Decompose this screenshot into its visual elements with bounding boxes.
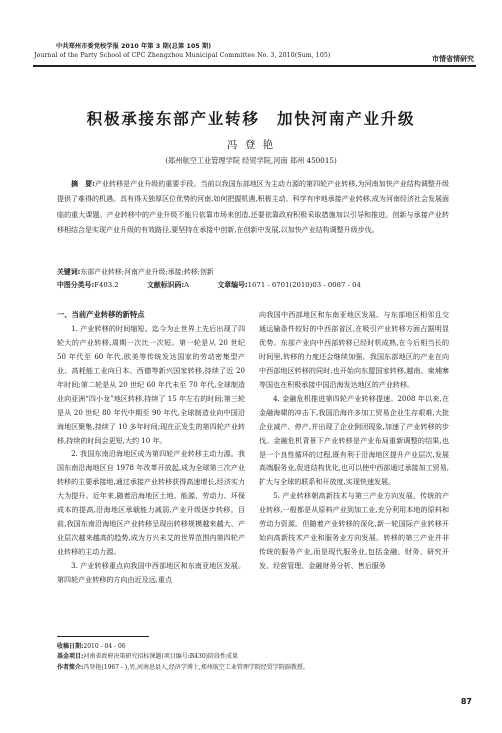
doc-code-value: A bbox=[184, 281, 190, 289]
author-bio-label: 作者简介: bbox=[57, 663, 84, 671]
page-number: 87 bbox=[460, 697, 472, 706]
received-label: 收稿日期: bbox=[57, 643, 84, 650]
article-no-value: 1671 - 6701(2010)03 - 0087 - 04 bbox=[247, 281, 361, 289]
author-affiliation: (郑州航空工业管理学院 经贸学院,河南 郑州 450015) bbox=[165, 156, 337, 165]
doc-code-label: 文献标识码: bbox=[146, 281, 185, 289]
footnote-rule bbox=[57, 636, 149, 637]
keywords-label: 关键词: bbox=[57, 268, 81, 276]
header-rule bbox=[33, 65, 476, 67]
author-bio-value: 冯登艳(1967 - ),男,河南息县人,经济学博士,郑州航空工业管理学院经贸学院副教授。 bbox=[83, 663, 309, 671]
paragraph: 5. 产业转移朝高新技术与第三产业方向发展。传统的产业转移,一般都是从原料产业到加工业,充分利用本地的原料和劳动力资源。但随着产业转移的深化,新一轮国际产业转移开始向高新技术产业和服务业方向发展。转移的第三产业并非传统的服务产业,而是现代服务业,包括金融、财务、研究开发、经营管理、金融财务分析、售后服务 bbox=[259, 491, 449, 571]
abstract-text: 产业转移是产业升级的重要手段。当前以我国东部地区为主动力源的第四轮产业转移,为河南加快产业结构调整升级提供了难得的机遇。具有得天独厚区位优势的河南,如何把握机遇,积极主动、科学有序地承接产业转移,成为河南经济社会发展面临的重大课题。产业转移中的产业升级不能只依靠市场来创造,还要依靠政府积极采取措施加以引导和推进。创新与承接产业转移相结合是实现产业升级的有效路径,要坚持在承接中创新,在创新中发展,以加快产业结构调整升级步伐。 bbox=[57, 180, 449, 234]
clc-group bbox=[57, 281, 119, 289]
clc-label: 中图分类号: bbox=[57, 281, 95, 289]
article-title: 积极承接东部产业转移 加快河南产业升级 bbox=[86, 110, 416, 128]
fund-info bbox=[57, 652, 452, 662]
classification-line bbox=[57, 281, 449, 290]
section-label: 市情省情研究 bbox=[432, 55, 474, 63]
body-right-column bbox=[259, 308, 449, 573]
paragraph: 2. 我国东南沿海地区成为第四轮产业转移主动力源。我国东南沿海地区自 1978 年改革开放起,成为全球第三次产业转移的主要承接地,通过承接产业转移获得高速增长,经济实力大为提升。近年来,随着沿海地区土地、能源、劳动力、环保成本的提高,沿海地区承载能力减弱,产业升级逐步转移。目前,我国东南沿海地区产业转移呈现出转移规模越来越大、产业层次越来越高的趋势,成为方兴未艾的世界范围内第四轮产业转移的主动力源。 bbox=[57, 449, 245, 557]
paragraph: 3. 产业转移重点向我国中西部地区和东南亚地区发展。第四轮产业转移的方向由近及远,重点 bbox=[57, 561, 245, 585]
author-bio bbox=[57, 663, 452, 673]
doc-code-group bbox=[147, 281, 189, 289]
article-no-label: 文章编号: bbox=[217, 281, 248, 289]
fund-label: 基金项目: bbox=[57, 653, 84, 661]
section-heading: 一、当前产业转移的新特点 bbox=[57, 310, 145, 319]
journal-name-en: Journal of the Party School of CPC Zhengzhou Municipal Committee No. 3, 2010(Sum, 105) bbox=[34, 51, 331, 59]
paragraph: 4. 金融危机推进第四轮产业转移提速。2008 年以来,在金融海啸的冲击下,我国沿海许多加工贸易企业生存艰难,大批企业减产、停产,并出现了企业倒闭现象,加速了产业转移的步伐。金融危机背景下产业转移是产业布局重新调整的结果,也是一个良性循环的过程,既有利于沿海地区提升产业层次,发展高端服务业,促进结构优化,也可以使中西部通过承接加工贸易,扩大与全球的联系和开放度,实现快速发展。 bbox=[259, 393, 449, 487]
keywords bbox=[57, 268, 449, 277]
footnotes bbox=[57, 642, 452, 673]
journal-name-cn: 中共郑州市委党校学报 2010 年第 3 期(总第 105 期) bbox=[56, 43, 212, 50]
abstract bbox=[57, 177, 449, 238]
keywords-text: 东部产业转移;河南产业升级;承接;转移;创新 bbox=[80, 268, 214, 276]
clc-value: F403.2 bbox=[94, 281, 119, 289]
received-date bbox=[57, 642, 452, 652]
running-header bbox=[34, 43, 330, 60]
abstract-label: 摘 要: bbox=[71, 180, 95, 188]
paragraph: 1. 产业转移的时间缩短。迄今为止世界上先后出现了四轮大的产业转移,周期一次比一次短。第一轮是从 20 世纪 50 年代至 60 年代,欧美等传统发达国家的劳动密集型产业、高耗能工业向日本、西德等新兴国家转移,持续了近 20 年时间;第二轮是从 20 世纪 60 年代末至 70 年代,全球制造业向亚洲“四小龙”地区转移,持续了 15 年左右的时间;第三轮是从 20 世纪 80 年代中期至 90 年代,全球制造业向中国沿海地区聚集,持续了 10 多年时间;现在正发生的第四轮产业转移,持续的时间会更短,大约 10 年。 bbox=[57, 323, 245, 445]
fund-value: 河南省政府决策研究招标课题(项目编号:B430)阶段性成果 bbox=[83, 653, 238, 661]
article-no-group bbox=[217, 281, 361, 289]
paragraph: 向我国中西部地区和东南亚地区发展。与东部地区相邻且交通运输条件较好的中西部省区,在吸引产业转移方面占据明显优势。东部产业向中西部转移已经时机成熟,在今后相当长的时间里,转移的力度还会继续加强。我国东部地区的产业在向中西部地区转移的同时,也开始向东盟国家转移,越南、柬埔寨等国也在积极承接中国沿海发达地区的产业转移。 bbox=[259, 310, 449, 389]
article-author: 冯 登 艳 bbox=[226, 139, 276, 151]
received-value: 2010 - 04 - 06 bbox=[83, 643, 126, 650]
body-left-column bbox=[57, 308, 245, 587]
